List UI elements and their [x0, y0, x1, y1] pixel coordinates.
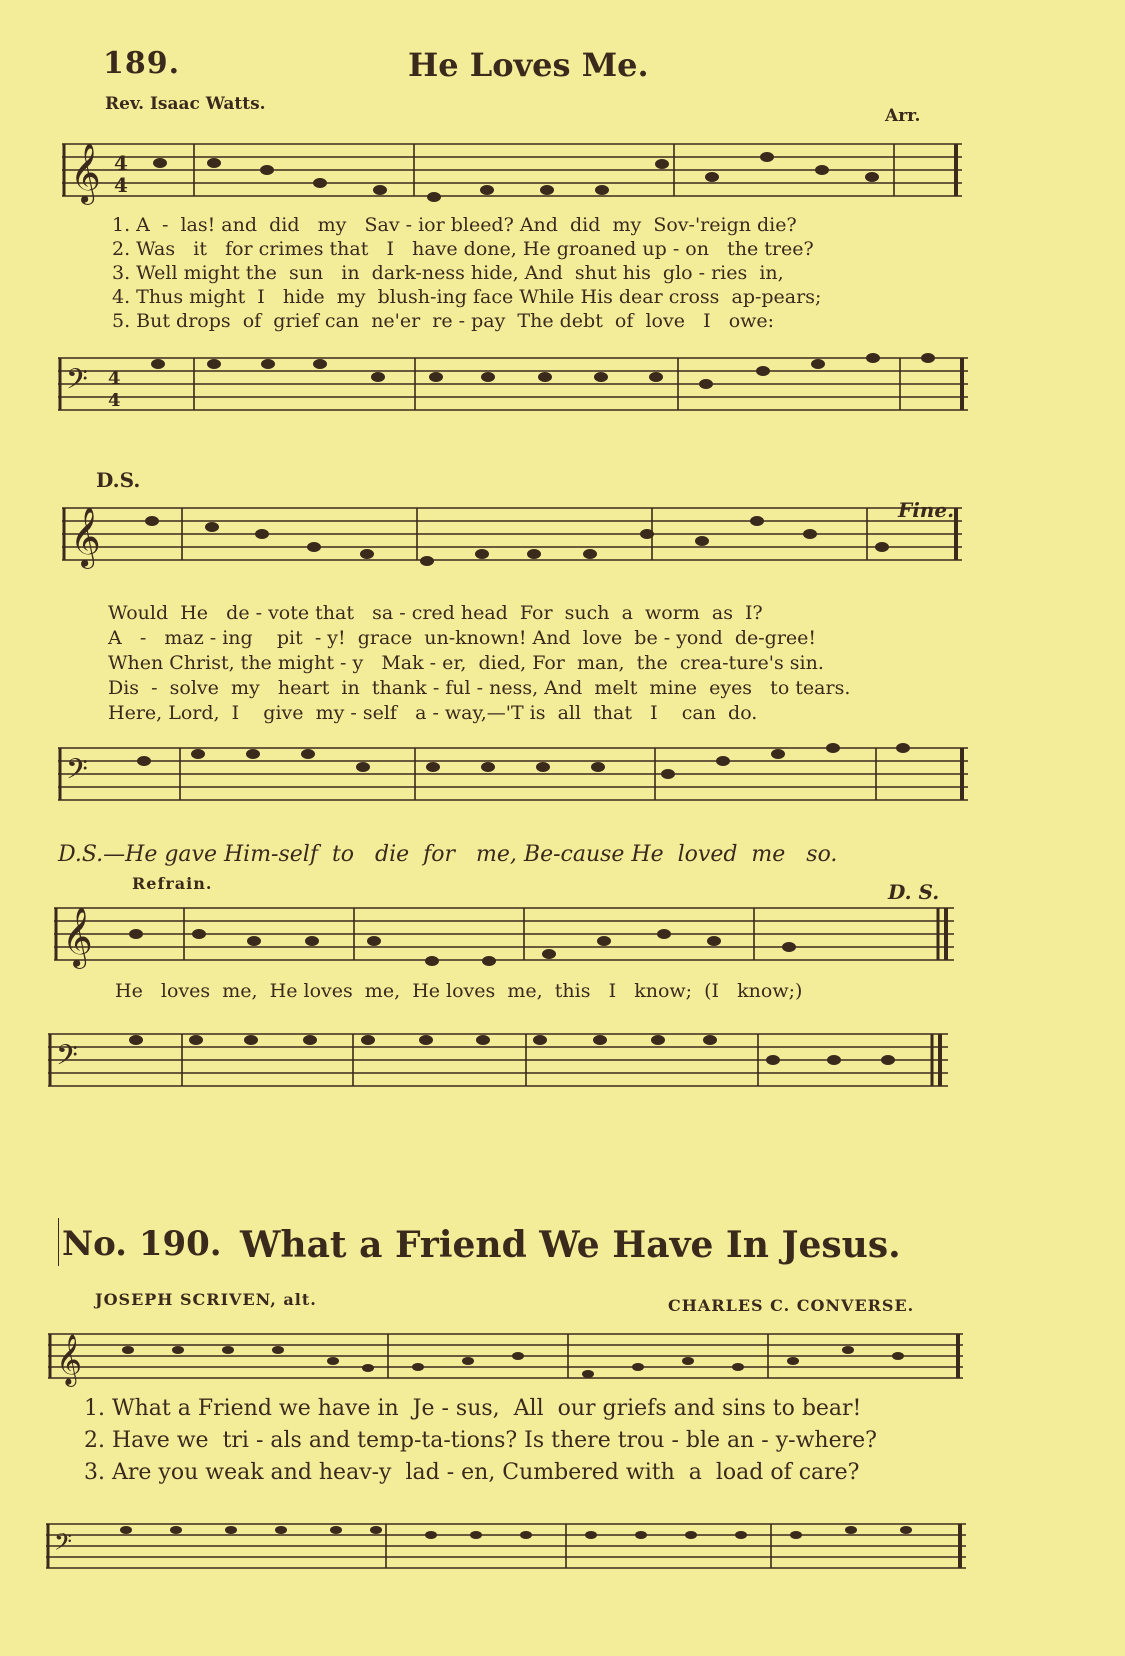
bass-staff	[58, 738, 968, 828]
hymn-composer: CHARLES C. CONVERSE.	[668, 1296, 915, 1315]
svg-text:𝄞: 𝄞	[56, 1334, 83, 1385]
svg-text:𝄞: 𝄞	[70, 507, 101, 567]
svg-text:𝄢: 𝄢	[66, 363, 88, 403]
treble-staff	[54, 898, 954, 970]
svg-text:𝄞: 𝄞	[70, 143, 101, 203]
svg-text:𝄞: 𝄞	[62, 907, 93, 967]
bass-staff	[48, 1024, 948, 1104]
hymn-title: He Loves Me.	[408, 46, 649, 84]
hymn-author: JOSEPH SCRIVEN, alt.	[95, 1290, 317, 1309]
ds-marker: D. S.	[888, 880, 940, 904]
svg-text:𝄢: 𝄢	[66, 753, 88, 793]
verse-line: 1. What a Friend we have in Je - sus, All our griefs and sins to bear!	[84, 1396, 862, 1421]
svg-text:𝄢: 𝄢	[54, 1528, 73, 1561]
hymn-author: Rev. Isaac Watts.	[105, 94, 266, 114]
chorus-line: A - maz - ing pit - y! grace un-known! And love be - yond de-gree!	[108, 627, 817, 649]
chorus-line: When Christ, the might - y Mak - er, died, For man, the crea-ture's sin.	[108, 652, 824, 674]
chorus-line: Here, Lord, I give my - self a - way,—'T is all that I can do.	[108, 702, 758, 724]
svg-text:4: 4	[108, 368, 121, 389]
verse-line: 5. But drops of grief can ne'er re - pay The debt of love I owe:	[112, 310, 775, 332]
segno-marker: D.S.	[96, 468, 141, 492]
svg-text:4: 4	[114, 151, 128, 175]
hymn-number: 189.	[103, 46, 181, 81]
hymn-title: What a Friend We Have In Jesus.	[240, 1224, 901, 1266]
verse-line: 2. Have we tri - als and temp-ta-tions? Is there trou - ble an - y-where?	[84, 1428, 877, 1453]
verse-line: 4. Thus might I hide my blush-ing face While His dear cross ap-pears;	[112, 286, 822, 308]
treble-staff	[48, 1324, 963, 1396]
bass-staff	[46, 1514, 966, 1594]
refrain-label: Refrain.	[132, 874, 213, 893]
fine-marker: Fine.	[898, 498, 955, 522]
svg-text:4: 4	[114, 173, 128, 197]
svg-text:𝄢: 𝄢	[56, 1039, 78, 1079]
hymn-number: No. 190.	[62, 1224, 222, 1264]
treble-staff	[62, 498, 962, 570]
margin-rule	[58, 1218, 59, 1266]
verse-line: 1. A - las! and did my Sav - ior bleed? And did my Sov-'reign die?	[112, 214, 797, 236]
treble-staff	[62, 134, 962, 206]
verse-line: 2. Was it for crimes that I have done, He groaned up - on the tree?	[112, 238, 814, 260]
hymn-arranger: Arr.	[885, 106, 921, 126]
verse-line: 3. Are you weak and heav-y lad - en, Cumbered with a load of care?	[84, 1460, 860, 1485]
ds-lyric-line: D.S.—He gave Him-self to die for me, Be-cause He loved me so.	[58, 842, 838, 867]
chorus-line: Would He de - vote that sa - cred head For such a worm as I?	[108, 602, 763, 624]
bass-staff	[58, 348, 968, 438]
svg-text:4: 4	[108, 390, 121, 411]
verse-line: 3. Well might the sun in dark-ness hide, And shut his glo - ries in,	[112, 262, 784, 284]
refrain-lyric-line: He loves me, He loves me, He loves me, this I know; (I know;)	[115, 980, 803, 1002]
chorus-line: Dis - solve my heart in thank - ful - ness, And melt mine eyes to tears.	[108, 677, 851, 699]
